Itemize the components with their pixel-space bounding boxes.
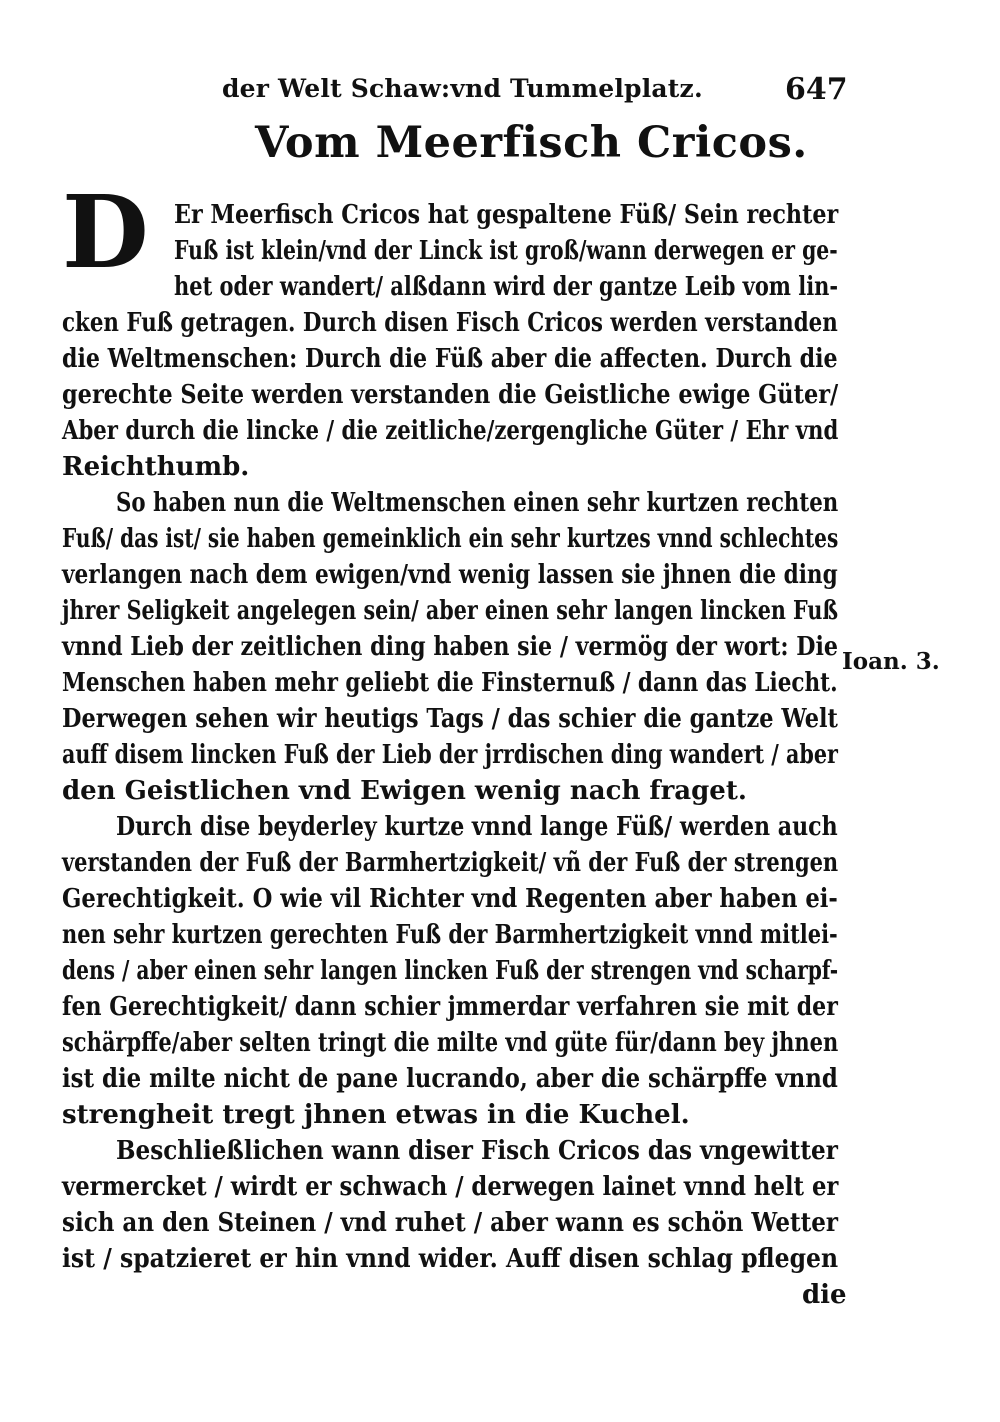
text-line: Fuß/ das ist/ sie haben gemeinklich ein sehr kurtzes vnnd schlechtes [62, 524, 839, 554]
running-head: der Welt Schaw:vnd Tummelplatz. [222, 74, 703, 103]
catchword: die [802, 1280, 847, 1310]
text-line: Menschen haben mehr geliebt die Finsternuß / dann das Liecht. [62, 668, 838, 698]
text-line: strengheit tregt jhnen etwas in die Kuchel. [62, 1100, 690, 1130]
text-line: den Geistlichen vnd Ewigen wenig nach fraget. [62, 776, 747, 806]
text-line: cken Fuß getragen. Durch disen Fisch Cricos werden verstanden [62, 308, 838, 338]
text-line: Aber durch die lincke / die zeitliche/zergengliche Güter / Ehr vnd [62, 416, 839, 446]
page-header [0, 74, 1000, 114]
text-line: fen Gerechtigkeit/ dann schier jmmerdar verfahren sie mit der [62, 992, 838, 1022]
text-line: het oder wandert/ alßdann wird der gantze Leib vom lin- [174, 272, 839, 302]
text-line: verstanden der Fuß der Barmhertzigkeit/ vñ der Fuß der strengen [62, 848, 839, 878]
text-line: Gerechtigkeit. O wie vil Richter vnd Regenten aber haben ei- [62, 884, 838, 914]
text-line: verlangen nach dem ewigen/vnd wenig lassen sie jhnen die ding [62, 560, 838, 590]
text-line: ist die milte nicht de pane lucrando, aber die schärpffe vnnd [62, 1064, 838, 1094]
text-line: vermercket / wirdt er schwach / derwegen lainet vnnd helt er [62, 1172, 839, 1202]
text-line: die Weltmenschen: Durch die Füß aber die affecten. Durch die [62, 344, 838, 374]
text-line: jhrer Seligkeit angelegen sein/ aber einen sehr langen lincken Fuß [62, 596, 839, 626]
text-line: gerechte Seite werden verstanden die Geistliche ewige Güter/ [62, 380, 839, 410]
text-line: sich an den Steinen / vnd ruhet / aber wann es schön Wetter [62, 1208, 839, 1238]
page-number: 647 [785, 72, 848, 107]
text-line: Fuß ist klein/vnd der Linck ist groß/wann derwegen er ge- [174, 236, 838, 266]
text-line: nen sehr kurtzen gerechten Fuß der Barmhertzigkeit vnnd mitlei- [62, 920, 838, 950]
marginal-note: Ioan. 3. [842, 648, 940, 675]
text-line: Durch dise beyderley kurtze vnnd lange Füß/ werden auch [116, 812, 838, 842]
text-line: vnnd Lieb der zeitlichen ding haben sie / vermög der wort: Die [62, 632, 838, 662]
text-line: Beschließlichen wann diser Fisch Cricos das vngewitter [116, 1136, 838, 1166]
text-line: Reichthumb. [62, 452, 250, 482]
drop-cap-letter: D [62, 173, 149, 291]
text-line: auff disem lincken Fuß der Lieb der jrrdischen ding wandert / aber [62, 740, 838, 770]
text-line: So haben nun die Weltmenschen einen sehr kurtzen rechten [116, 488, 839, 518]
text-line: schärpffe/aber selten tringt die milte vnd güte für/dann bey jhnen [62, 1028, 839, 1058]
text-line: dens / aber einen sehr langen lincken Fuß der strengen vnd scharpf- [62, 956, 839, 986]
text-line: ist / spatzieret er hin vnnd wider. Auff disen schlag pflegen [62, 1244, 839, 1274]
text-line: Derwegen sehen wir heutigs Tags / das schier die gantze Welt [62, 704, 838, 734]
drop-cap [62, 173, 168, 291]
text-line: Er Meerfisch Cricos hat gespaltene Füß/ Sein rechter [174, 200, 839, 230]
chapter-title: Vom Meerfisch Cricos. [255, 118, 808, 168]
